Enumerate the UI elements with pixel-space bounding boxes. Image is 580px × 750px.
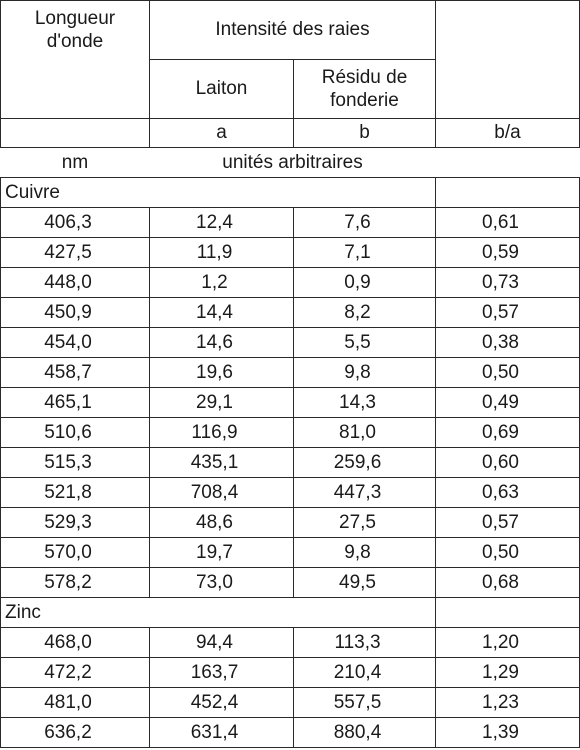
laiton-a-cell — [150, 268, 294, 298]
cell-value: 708,4 — [190, 481, 239, 503]
table-row — [1, 328, 580, 358]
cell-value: 73,0 — [196, 571, 233, 593]
header-residu: Résidu de fonderie — [321, 67, 408, 111]
cell-value: 0,73 — [482, 271, 519, 293]
cell-value: 1,20 — [482, 631, 519, 653]
cell-value: 0,38 — [482, 331, 519, 353]
header-blank-cell — [1, 119, 150, 148]
cell-value: 578,2 — [44, 571, 92, 593]
cell-value: 210,4 — [333, 661, 382, 683]
cell-value: 48,6 — [196, 511, 233, 533]
cell-value: 14,4 — [196, 301, 233, 323]
wavelength-cell — [1, 478, 150, 508]
cell-value: 1,39 — [482, 721, 519, 743]
residu-b-cell — [294, 478, 436, 508]
ratio-ba-cell — [436, 298, 580, 328]
wavelength-cell — [1, 208, 150, 238]
wavelength-cell — [1, 388, 150, 418]
cell-value: 465,1 — [44, 391, 92, 413]
cell-value: 448,0 — [44, 271, 92, 293]
header-empty-cell — [436, 1, 580, 60]
wavelength-cell — [1, 268, 150, 298]
wavelength-cell — [1, 628, 150, 658]
header-wavelength-cell — [1, 1, 150, 60]
cell-value: 515,3 — [44, 451, 92, 473]
cell-value: 529,3 — [44, 511, 92, 533]
residu-b-cell — [294, 298, 436, 328]
cell-value: 0,57 — [482, 301, 519, 323]
header-unit-nm: nm — [61, 151, 89, 173]
laiton-a-cell — [150, 568, 294, 598]
residu-b-cell — [294, 448, 436, 478]
cell-value: 0,9 — [344, 271, 371, 293]
group-header-row — [1, 598, 580, 628]
header-row-3 — [1, 119, 580, 148]
header-blank-cell — [1, 60, 150, 119]
cell-value: 570,0 — [44, 541, 92, 563]
residu-b-cell — [294, 328, 436, 358]
residu-b-cell — [294, 418, 436, 448]
cell-value: 0,69 — [482, 421, 519, 443]
cell-value: 481,0 — [44, 691, 92, 713]
header-residu-cell — [294, 60, 436, 119]
laiton-a-cell — [150, 298, 294, 328]
group-empty-cell — [150, 178, 294, 208]
ratio-ba-cell — [436, 418, 580, 448]
wavelength-cell — [1, 658, 150, 688]
cell-value: 14,6 — [196, 331, 233, 353]
residu-b-cell — [294, 718, 436, 748]
cell-value: 7,6 — [344, 211, 371, 233]
group-empty-cell — [294, 178, 436, 208]
cell-value: 0,59 — [482, 241, 519, 263]
laiton-a-cell — [150, 478, 294, 508]
table-row — [1, 238, 580, 268]
cell-value: 12,4 — [196, 211, 233, 233]
wavelength-cell — [1, 418, 150, 448]
cell-value: 1,29 — [482, 661, 519, 683]
header-row-1 — [1, 1, 580, 60]
header-row-2 — [1, 60, 580, 119]
laiton-a-cell — [150, 538, 294, 568]
cell-value: 5,5 — [344, 331, 371, 353]
cell-value: 406,3 — [44, 211, 92, 233]
group-header-row — [1, 178, 580, 208]
residu-b-cell — [294, 388, 436, 418]
cell-value: 8,2 — [344, 301, 371, 323]
ratio-ba-cell — [436, 718, 580, 748]
header-blank-cell — [436, 60, 580, 119]
laiton-a-cell — [150, 388, 294, 418]
cell-value: 510,6 — [44, 421, 92, 443]
laiton-a-cell — [150, 328, 294, 358]
ratio-ba-cell — [436, 508, 580, 538]
residu-b-cell — [294, 268, 436, 298]
header-unit-arbitrary: unités arbitraires — [222, 151, 363, 173]
cell-value: 9,8 — [344, 361, 371, 383]
table-row — [1, 358, 580, 388]
header-intensity: Intensité des raies — [150, 1, 436, 60]
laiton-a-cell — [150, 448, 294, 478]
wavelength-cell — [1, 718, 150, 748]
table-row — [1, 448, 580, 478]
cell-value: 0,57 — [482, 511, 519, 533]
cell-value: 0,61 — [482, 211, 519, 233]
cell-value: 14,3 — [339, 391, 376, 413]
cell-value: 9,8 — [344, 541, 371, 563]
ratio-ba-cell — [436, 658, 580, 688]
header-b: b — [294, 119, 436, 148]
cell-value: 116,9 — [191, 421, 238, 443]
residu-b-cell — [294, 658, 436, 688]
residu-b-cell — [294, 568, 436, 598]
residu-b-cell — [294, 208, 436, 238]
wavelength-cell — [1, 448, 150, 478]
cell-value: 0,63 — [482, 481, 519, 503]
ratio-ba-cell — [436, 358, 580, 388]
ratio-ba-cell — [436, 538, 580, 568]
cell-value: 19,6 — [196, 361, 233, 383]
header-wavelength: Longueur d'onde — [34, 8, 116, 53]
group-name: Cuivre — [1, 178, 150, 208]
cell-value: 0,60 — [482, 451, 519, 473]
cell-value: 521,8 — [44, 481, 92, 503]
cell-value: 1,23 — [482, 691, 519, 713]
residu-b-cell — [294, 628, 436, 658]
cell-value: 468,0 — [44, 631, 92, 653]
table-row — [1, 268, 580, 298]
table-row — [1, 718, 580, 748]
residu-b-cell — [294, 238, 436, 268]
wavelength-cell — [1, 298, 150, 328]
laiton-a-cell — [150, 508, 294, 538]
ratio-ba-cell — [436, 388, 580, 418]
residu-b-cell — [294, 538, 436, 568]
residu-b-cell — [294, 358, 436, 388]
cell-value: 19,7 — [196, 541, 233, 563]
ratio-ba-cell — [436, 448, 580, 478]
table-row — [1, 478, 580, 508]
cell-value: 0,50 — [482, 541, 519, 563]
laiton-a-cell — [150, 418, 294, 448]
table-row — [1, 568, 580, 598]
wavelength-cell — [1, 568, 150, 598]
cell-value: 113,3 — [334, 631, 381, 653]
cell-value: 452,4 — [190, 691, 239, 713]
table-row — [1, 658, 580, 688]
ratio-ba-cell — [436, 688, 580, 718]
cell-value: 631,4 — [190, 721, 239, 743]
cell-value: 1,2 — [201, 271, 228, 293]
group-empty-cell — [150, 598, 294, 628]
wavelength-cell — [1, 328, 150, 358]
table-body — [1, 1, 580, 748]
header-a: a — [150, 119, 294, 148]
cell-value: 81,0 — [339, 421, 376, 443]
table-row — [1, 508, 580, 538]
group-empty-cell — [436, 178, 580, 208]
residu-b-cell — [294, 508, 436, 538]
ratio-ba-cell — [436, 268, 580, 298]
ratio-ba-cell — [436, 208, 580, 238]
laiton-a-cell — [150, 718, 294, 748]
laiton-a-cell — [150, 238, 294, 268]
header-row-units — [1, 148, 580, 178]
table-row — [1, 298, 580, 328]
cell-value: 11,9 — [196, 241, 233, 263]
cell-value: 447,3 — [333, 481, 382, 503]
table-row — [1, 388, 580, 418]
laiton-a-cell — [150, 688, 294, 718]
table-row — [1, 418, 580, 448]
laiton-a-cell — [150, 208, 294, 238]
cell-value: 458,7 — [44, 361, 92, 383]
wavelength-cell — [1, 238, 150, 268]
cell-value: 259,6 — [333, 451, 382, 473]
table-row — [1, 538, 580, 568]
cell-value: 0,68 — [482, 571, 519, 593]
group-empty-cell — [436, 598, 580, 628]
cell-value: 7,1 — [344, 241, 371, 263]
cell-value: 163,7 — [190, 661, 239, 683]
table-row — [1, 688, 580, 718]
cell-value: 454,0 — [44, 331, 92, 353]
ratio-ba-cell — [436, 628, 580, 658]
cell-value: 27,5 — [339, 511, 376, 533]
table-row — [1, 628, 580, 658]
wavelength-cell — [1, 358, 150, 388]
laiton-a-cell — [150, 658, 294, 688]
cell-value: 435,1 — [190, 451, 239, 473]
group-empty-cell — [294, 598, 436, 628]
ratio-ba-cell — [436, 478, 580, 508]
wavelength-cell — [1, 508, 150, 538]
cell-value: 49,5 — [339, 571, 376, 593]
header-laiton: Laiton — [150, 60, 294, 119]
cell-value: 450,9 — [44, 301, 92, 323]
header-blank-cell — [436, 148, 580, 178]
ratio-ba-cell — [436, 568, 580, 598]
laiton-a-cell — [150, 358, 294, 388]
residu-b-cell — [294, 688, 436, 718]
cell-value: 0,49 — [482, 391, 519, 413]
cell-value: 472,2 — [44, 661, 92, 683]
group-name: Zinc — [1, 598, 150, 628]
cell-value: 0,50 — [482, 361, 519, 383]
cell-value: 880,4 — [333, 721, 382, 743]
cell-value: 94,4 — [196, 631, 233, 653]
ratio-ba-cell — [436, 238, 580, 268]
ratio-ba-cell — [436, 328, 580, 358]
cell-value: 557,5 — [333, 691, 382, 713]
cell-value: 427,5 — [44, 241, 92, 263]
table-row — [1, 208, 580, 238]
wavelength-cell — [1, 688, 150, 718]
cell-value: 29,1 — [196, 391, 233, 413]
header-ba: b/a — [436, 119, 580, 148]
laiton-a-cell — [150, 628, 294, 658]
wavelength-cell — [1, 538, 150, 568]
cell-value: 636,2 — [44, 721, 92, 743]
